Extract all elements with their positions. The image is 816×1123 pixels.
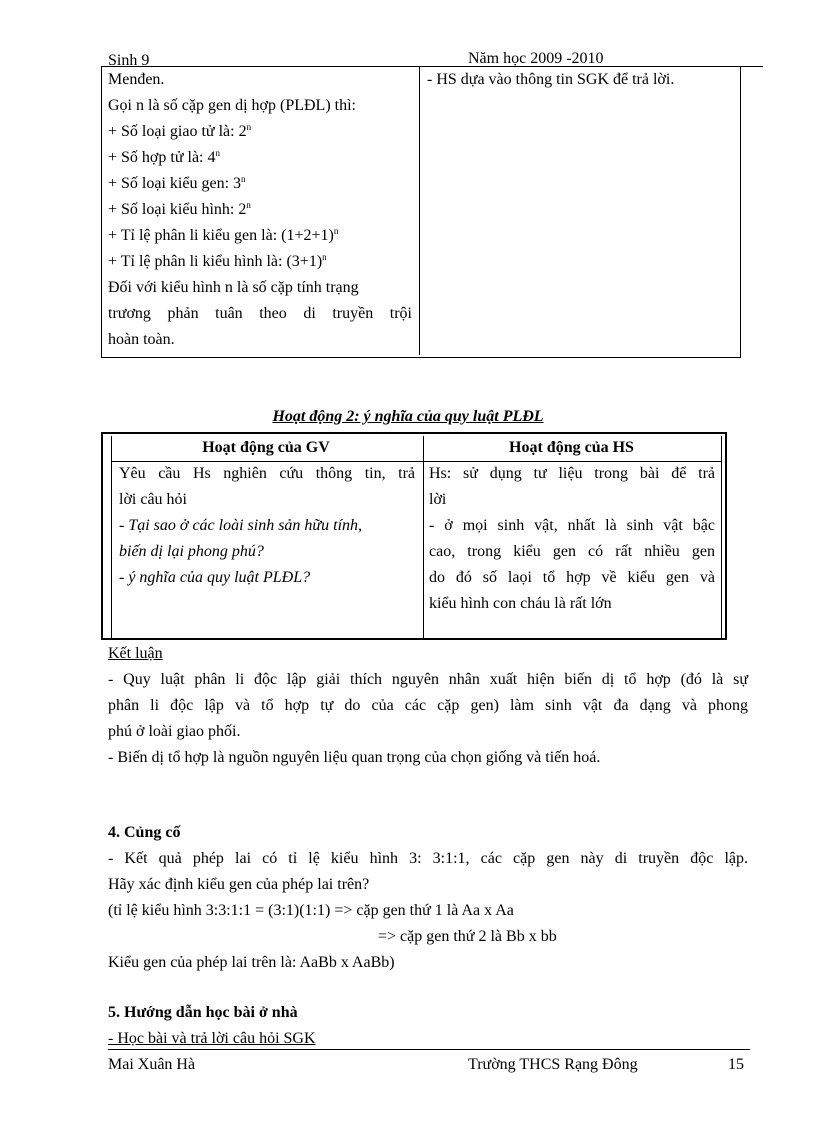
- table1-line: + Tỉ lệ phân li kiểu hình là: $(3+1)^n$: [108, 252, 327, 270]
- header-subject: Sinh 9: [108, 52, 150, 69]
- gv-header: Hoạt động của GV: [202, 439, 330, 456]
- activity2-title: Hoạt động 2: ý nghĩa của quy luật PLĐL: [272, 408, 544, 425]
- section-4: [108, 820, 748, 976]
- continuation-table: [101, 66, 741, 358]
- activity2-table: [101, 432, 727, 640]
- exponent: n: [215, 148, 220, 158]
- hs-line: do đó số laọi tổ hợp về kiểu gen và: [429, 569, 715, 586]
- gv-line: lời câu hỏi: [119, 491, 187, 508]
- gv-line: Yêu cầu Hs nghiên cứu thông tin, trả: [119, 465, 415, 482]
- section4-line: Kiểu gen của phép lai trên là: AaBb x AaBb): [108, 954, 395, 971]
- table1-line: trương phản tuân theo di truyền trội: [108, 305, 412, 322]
- hs-header: Hoạt động của HS: [509, 439, 634, 456]
- table1-line: Menđen.: [108, 71, 165, 88]
- gv-content: [119, 461, 415, 591]
- section5-heading: 5. Hướng dẫn học bài ở nhà: [108, 1004, 298, 1021]
- hs-content: [429, 461, 715, 617]
- table1-line: + Số loại giao tử là: 2$^n$: [108, 122, 252, 140]
- hs-line: - ở mọi sinh vật, nhất là sinh vật bậc: [429, 517, 715, 534]
- exponent: n: [322, 252, 327, 262]
- exponent: n: [333, 226, 339, 236]
- conclusion-line: phân li độc lập và tổ hợp tự do của các cặp gen) làm sinh vật đa dạng và phong: [108, 697, 748, 714]
- header-school-year: Năm học 2009 -2010: [468, 50, 604, 67]
- section5-line: - Học bài và trả lời câu hỏi SGK: [108, 1030, 316, 1047]
- section4-heading: 4. Củng cố: [108, 824, 181, 841]
- table1-line: + Số loại kiểu gen: 3$^n$: [108, 174, 246, 192]
- conclusion: [108, 641, 748, 771]
- table1-line: + Số loại kiểu hình: 2$^n$: [108, 200, 251, 218]
- conclusion-line: phú ở loài giao phối.: [108, 723, 241, 740]
- hs-line: Hs: sử dụng tư liệu trong bài để trả: [429, 465, 715, 482]
- exponent: n: [246, 200, 251, 210]
- table1-line: + Số hợp tử là: 4$^n$: [108, 148, 220, 166]
- table1-right-line: - HS dựa vào thông tin SGK để trả lời.: [427, 71, 675, 88]
- section-5: [108, 1000, 748, 1052]
- exponent: n: [246, 122, 252, 132]
- continuation-left-cell: [102, 67, 420, 355]
- gv-line: - Tại sao ở các loài sinh sản hữu tính,: [119, 517, 363, 534]
- hs-line: kiểu hình con cháu là rất lớn: [429, 595, 612, 612]
- conclusion-line: - Quy luật phân li độc lập giải thích nguyên nhân xuất hiện biến dị tổ hợp (đó là sự: [108, 671, 748, 688]
- gv-line: - ý nghĩa của quy luật PLĐL?: [119, 569, 311, 586]
- table1-line: Đối với kiểu hình n là số cặp tính trạng: [108, 279, 359, 296]
- footer-divider: [108, 1049, 750, 1050]
- conclusion-heading: Kết luận: [108, 645, 163, 662]
- exponent: n: [241, 174, 246, 184]
- conclusion-line: - Biến dị tổ hợp là nguồn nguyên liệu quan trọng của chọn giống và tiến hoá.: [108, 749, 601, 766]
- footer-author: Mai Xuân Hà: [108, 1056, 196, 1073]
- section4-line: => cặp gen thứ 2 là Bb x bb: [378, 928, 557, 945]
- hs-line: lời: [429, 491, 447, 508]
- section4-line: Hãy xác định kiểu gen của phép lai trên?: [108, 876, 370, 893]
- section4-line: - Kết quả phép lai có tỉ lệ kiểu hình 3: 3:1:1, các cặp gen này di truyền độc lập.: [108, 850, 748, 867]
- section4-line: (tỉ lệ kiểu hình 3:3:1:1 = (3:1)(1:1) => cặp gen thứ 1 là Aa x Aa: [108, 902, 514, 919]
- page-number: 15: [728, 1056, 744, 1073]
- gv-line: biến dị lại phong phú?: [119, 543, 264, 560]
- table1-line: + Tỉ lệ phân li kiểu gen là: $(1+2+1)^n$: [108, 226, 339, 244]
- footer-school: Trường THCS Rạng Đông: [468, 1056, 638, 1073]
- continuation-right-cell: [420, 67, 738, 355]
- table1-line: hoàn toàn.: [108, 331, 175, 348]
- hs-line: cao, trong kiểu gen có rất nhiều gen: [429, 543, 715, 560]
- table1-line: Gọi n là số cặp gen dị hợp (PLĐL) thì:: [108, 97, 356, 114]
